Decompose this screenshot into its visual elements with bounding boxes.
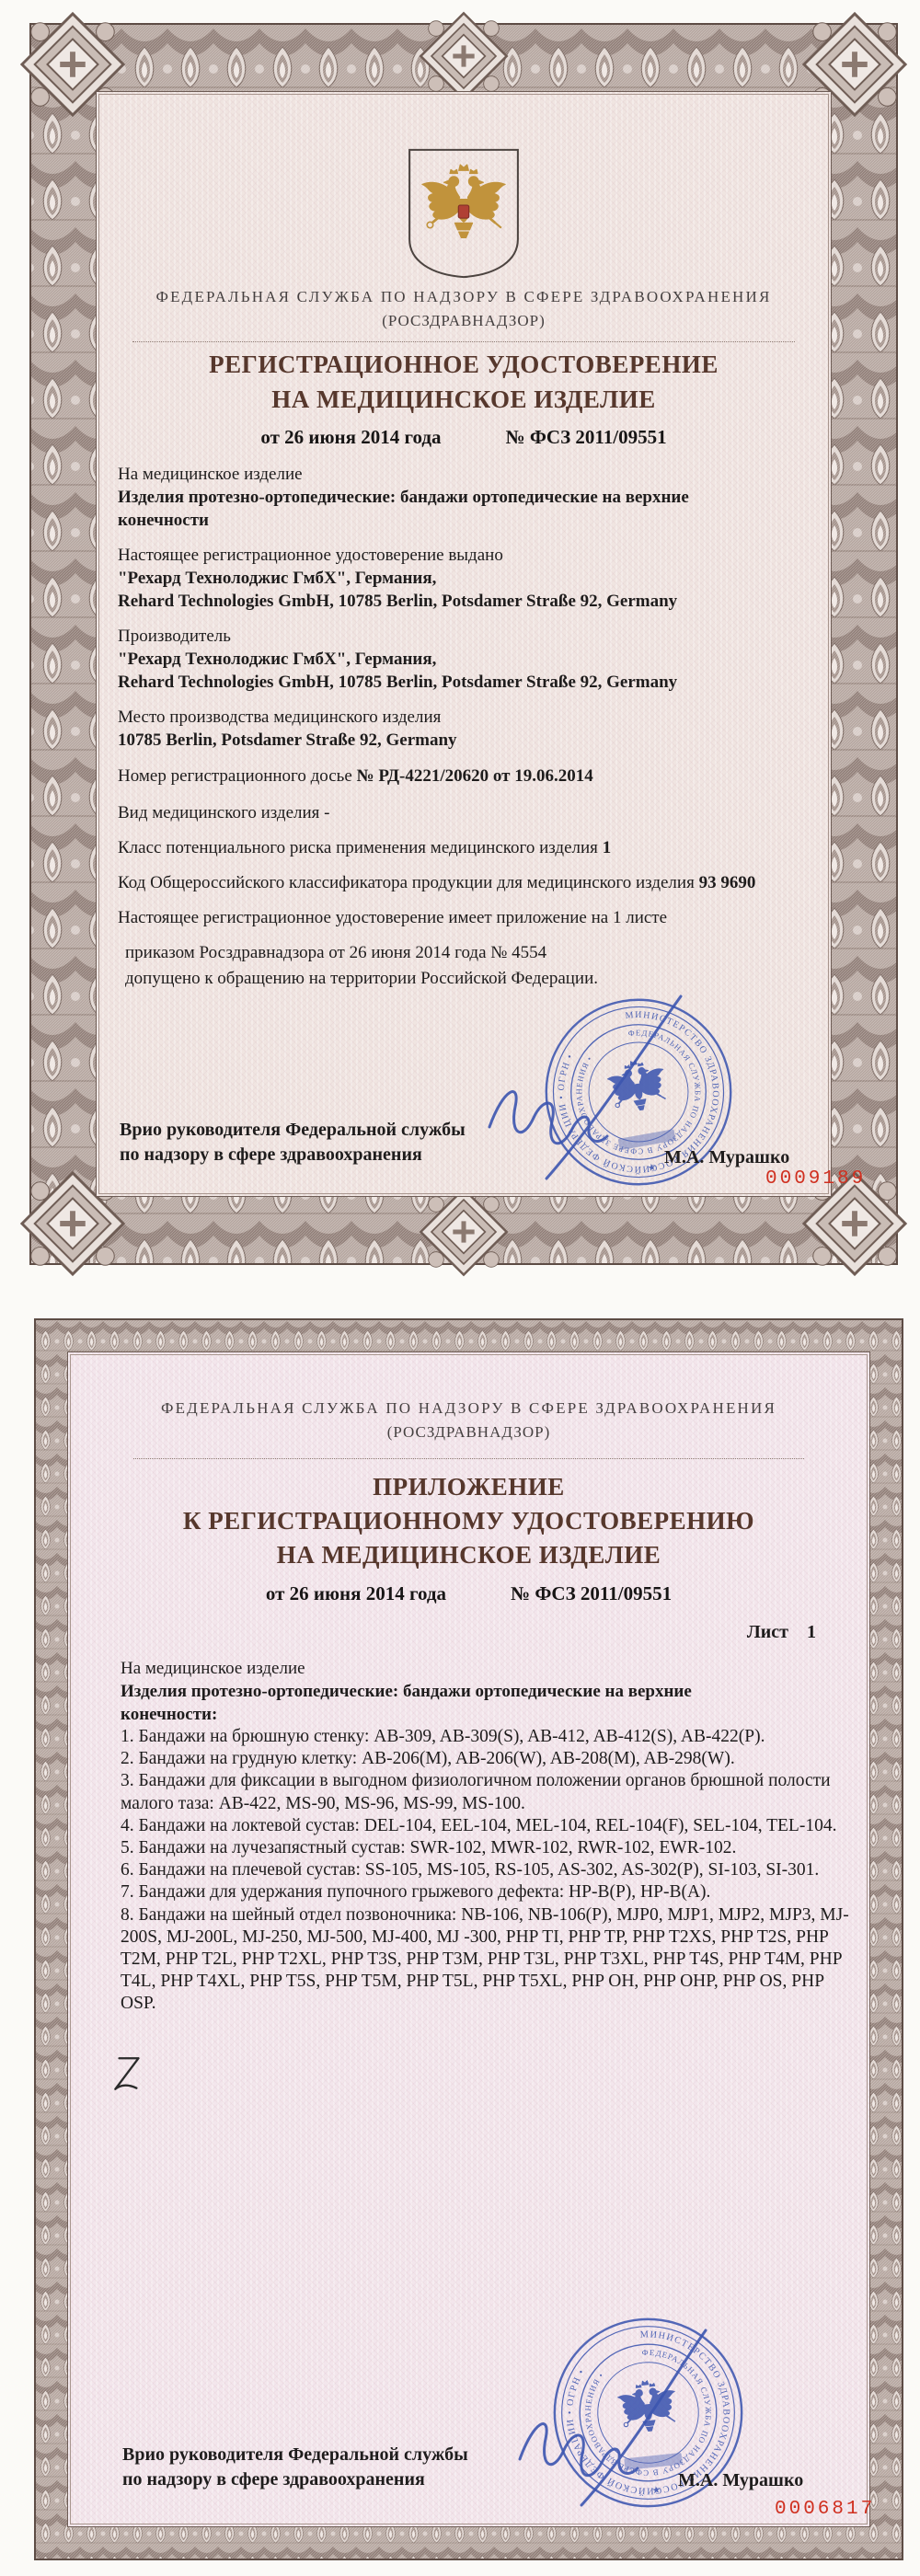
field-on-device-label: На медицинское изделие: [121, 1659, 305, 1678]
top-medallion-ornament: [420, 13, 506, 98]
official-round-stamp: [525, 979, 752, 1205]
field-manufacturer-ru: "Рехард Технолоджис ГмбХ", Германия,: [118, 650, 437, 669]
list-item: 1. Бандажи на брюшную стенку: AB-309, AB-309(S), AB-412, AB-412(S), AB-422(P).: [121, 1727, 765, 1746]
certificate-date: от 26 июня 2014 года: [260, 426, 442, 448]
field-device-kind: Вид медицинского изделия -: [118, 803, 330, 822]
divider: [133, 1458, 804, 1459]
service-name: ФЕДЕРАЛЬНАЯ СЛУЖБА ПО НАДЗОРУ В СФЕРЕ ЗДРАВООХРАНЕНИЯ: [160, 1399, 777, 1417]
field-risk-class: Класс потенциального риска применения медицинского изделия 1: [118, 838, 612, 857]
signer-name: М.А. Мурашко: [664, 1147, 790, 1167]
field-manufacturer-label: Производитель: [118, 627, 231, 646]
field-okp-code: Код Общероссийского классификатора продукции для медицинского изделия 93 9690: [118, 873, 756, 892]
field-issued-label: Настоящее регистрационное удостоверение выдано: [118, 546, 503, 565]
field-order: приказом Росздравнадзора от 26 июня 2014 года № 4554: [125, 943, 547, 962]
field-annex: Настоящее регистрационное удостоверение имеет приложение на 1 листе: [118, 908, 668, 927]
certificate-date: от 26 июня 2014 года: [265, 1582, 447, 1604]
list-item: 3. Бандажи для фиксации в выгодном физиологичном положении органов брюшной полости малого таза: AB-422, MS-90, MS-96, MS-99, MS-100.: [121, 1771, 831, 1813]
russian-coat-of-arms-emblem: [405, 145, 523, 282]
certificate-number: № ФСЗ 2011/09551: [511, 1582, 673, 1604]
annex-title-line1: ПРИЛОЖЕНИЕ: [373, 1473, 565, 1501]
field-place-label: Место производства медицинского изделия: [118, 707, 442, 727]
service-name: ФЕДЕРАЛЬНАЯ СЛУЖБА ПО НАДЗОРУ В СФЕРЕ ЗДРАВООХРАНЕНИЯ: [155, 288, 772, 305]
date-number-line: [34, 1582, 903, 1605]
signer-role: Врио руководителя Федеральной службы по надзору в сфере здравоохранения: [120, 1120, 466, 1165]
handwritten-mark: [108, 2053, 150, 2095]
field-place-value: 10785 Berlin, Potsdamer Straße 92, Germany: [118, 730, 457, 750]
annex-title-line2: К РЕГИСТРАЦИОННОМУ УДОСТОВЕРЕНИЮ: [182, 1507, 755, 1535]
list-item: 8. Бандажи на шейный отдел позвоночника: NB-106, NB-106(P), MJP0, MJP1, MJP2, MJP3, MJ-200S, MJ-200L, MJ-250, MJ-500, MJ-400, MJ -300, PHP TI, PHP TP, PHP T2XS, PHP T2S, PHP T2M, PHP T2L, PHP T2XL, PHP T3S, PHP T3M, PHP T3L, PHP T3XL, PHP T4S, PHP T4M, PHP T4L, PHP T4XL, PHP T5S, PHP T5M, PHP T5L, PHP T5XL, PHP OH, PHP OHP, PHP OS, PHP OSP.: [121, 1904, 849, 2014]
signer-role: Врио руководителя Федеральной службы по надзору в сфере здравоохранения: [122, 2444, 468, 2490]
list-item: 4. Бандажи на локтевой сустав: DEL-104, EEL-104, MEL-104, REL-104(F), SEL-104, TEL-104.: [121, 1815, 837, 1835]
serial-number: 0009189: [765, 1168, 867, 1190]
field-dossier: Номер регистрационного досье № РД-4221/20620 от 19.06.2014: [118, 766, 593, 786]
signer-name: М.А. Мурашко: [678, 2470, 804, 2490]
field-device-name: Изделия протезно-ортопедические: бандажи ортопедические на верхние конечности: [118, 488, 689, 530]
certificate-title-line1: РЕГИСТРАЦИОННОЕ УДОСТОВЕРЕНИЕ: [209, 351, 719, 378]
list-item: 2. Бандажи на грудную клетку: AB-206(M), AB-206(W), AB-208(M), AB-298(W).: [121, 1749, 735, 1769]
divider: [132, 341, 795, 342]
list-item: 7. Бандажи для удержания пупочного грыжевого дефекта: HP-B(P), HP-B(A).: [121, 1882, 711, 1903]
sheet-number-line: Лист 1: [746, 1622, 816, 1642]
service-short-name: (РОСЗДРАВНАДЗОР): [386, 1423, 551, 1441]
device-model-list: [121, 1726, 852, 2016]
field-device-name: Изделия протезно-ортопедические: бандажи ортопедические на верхние конечности:: [121, 1682, 692, 1724]
service-short-name: (РОСЗДРАВНАДЗОР): [382, 312, 546, 329]
field-holder-ru: "Рехард Технолоджис ГмбХ", Германия,: [118, 569, 437, 588]
certificate-title-line2: НА МЕДИЦИНСКОЕ ИЗДЕЛИЕ: [271, 385, 656, 413]
certificate-page-2-annex: [34, 1318, 903, 2560]
field-manufacturer-en: Rehard Technologies GmbH, 10785 Berlin, Potsdamer Straße 92, Germany: [118, 673, 678, 692]
certificate-page-1: [29, 23, 898, 1265]
field-allowed: допущено к обращению на территории Российской Федерации.: [125, 969, 599, 988]
field-on-device-label: На медицинское изделие: [118, 465, 303, 484]
annex-title-line3: НА МЕДИЦИНСКОЕ ИЗДЕЛИЕ: [276, 1541, 661, 1569]
list-item: 6. Бандажи на плечевой сустав: SS-105, MS-105, RS-105, AS-302, AS-302(P), SI-103, SI-301.: [121, 1860, 820, 1880]
list-item: 5. Бандажи на лучезапястный сустав: SWR-102, MWR-102, RWR-102, EWR-102.: [121, 1838, 737, 1858]
serial-number: 0006817: [775, 2499, 876, 2520]
certificate-number: № ФСЗ 2011/09551: [505, 426, 667, 448]
date-number-line: [29, 426, 898, 449]
field-holder-en: Rehard Technologies GmbH, 10785 Berlin, Potsdamer Straße 92, Germany: [118, 592, 678, 611]
